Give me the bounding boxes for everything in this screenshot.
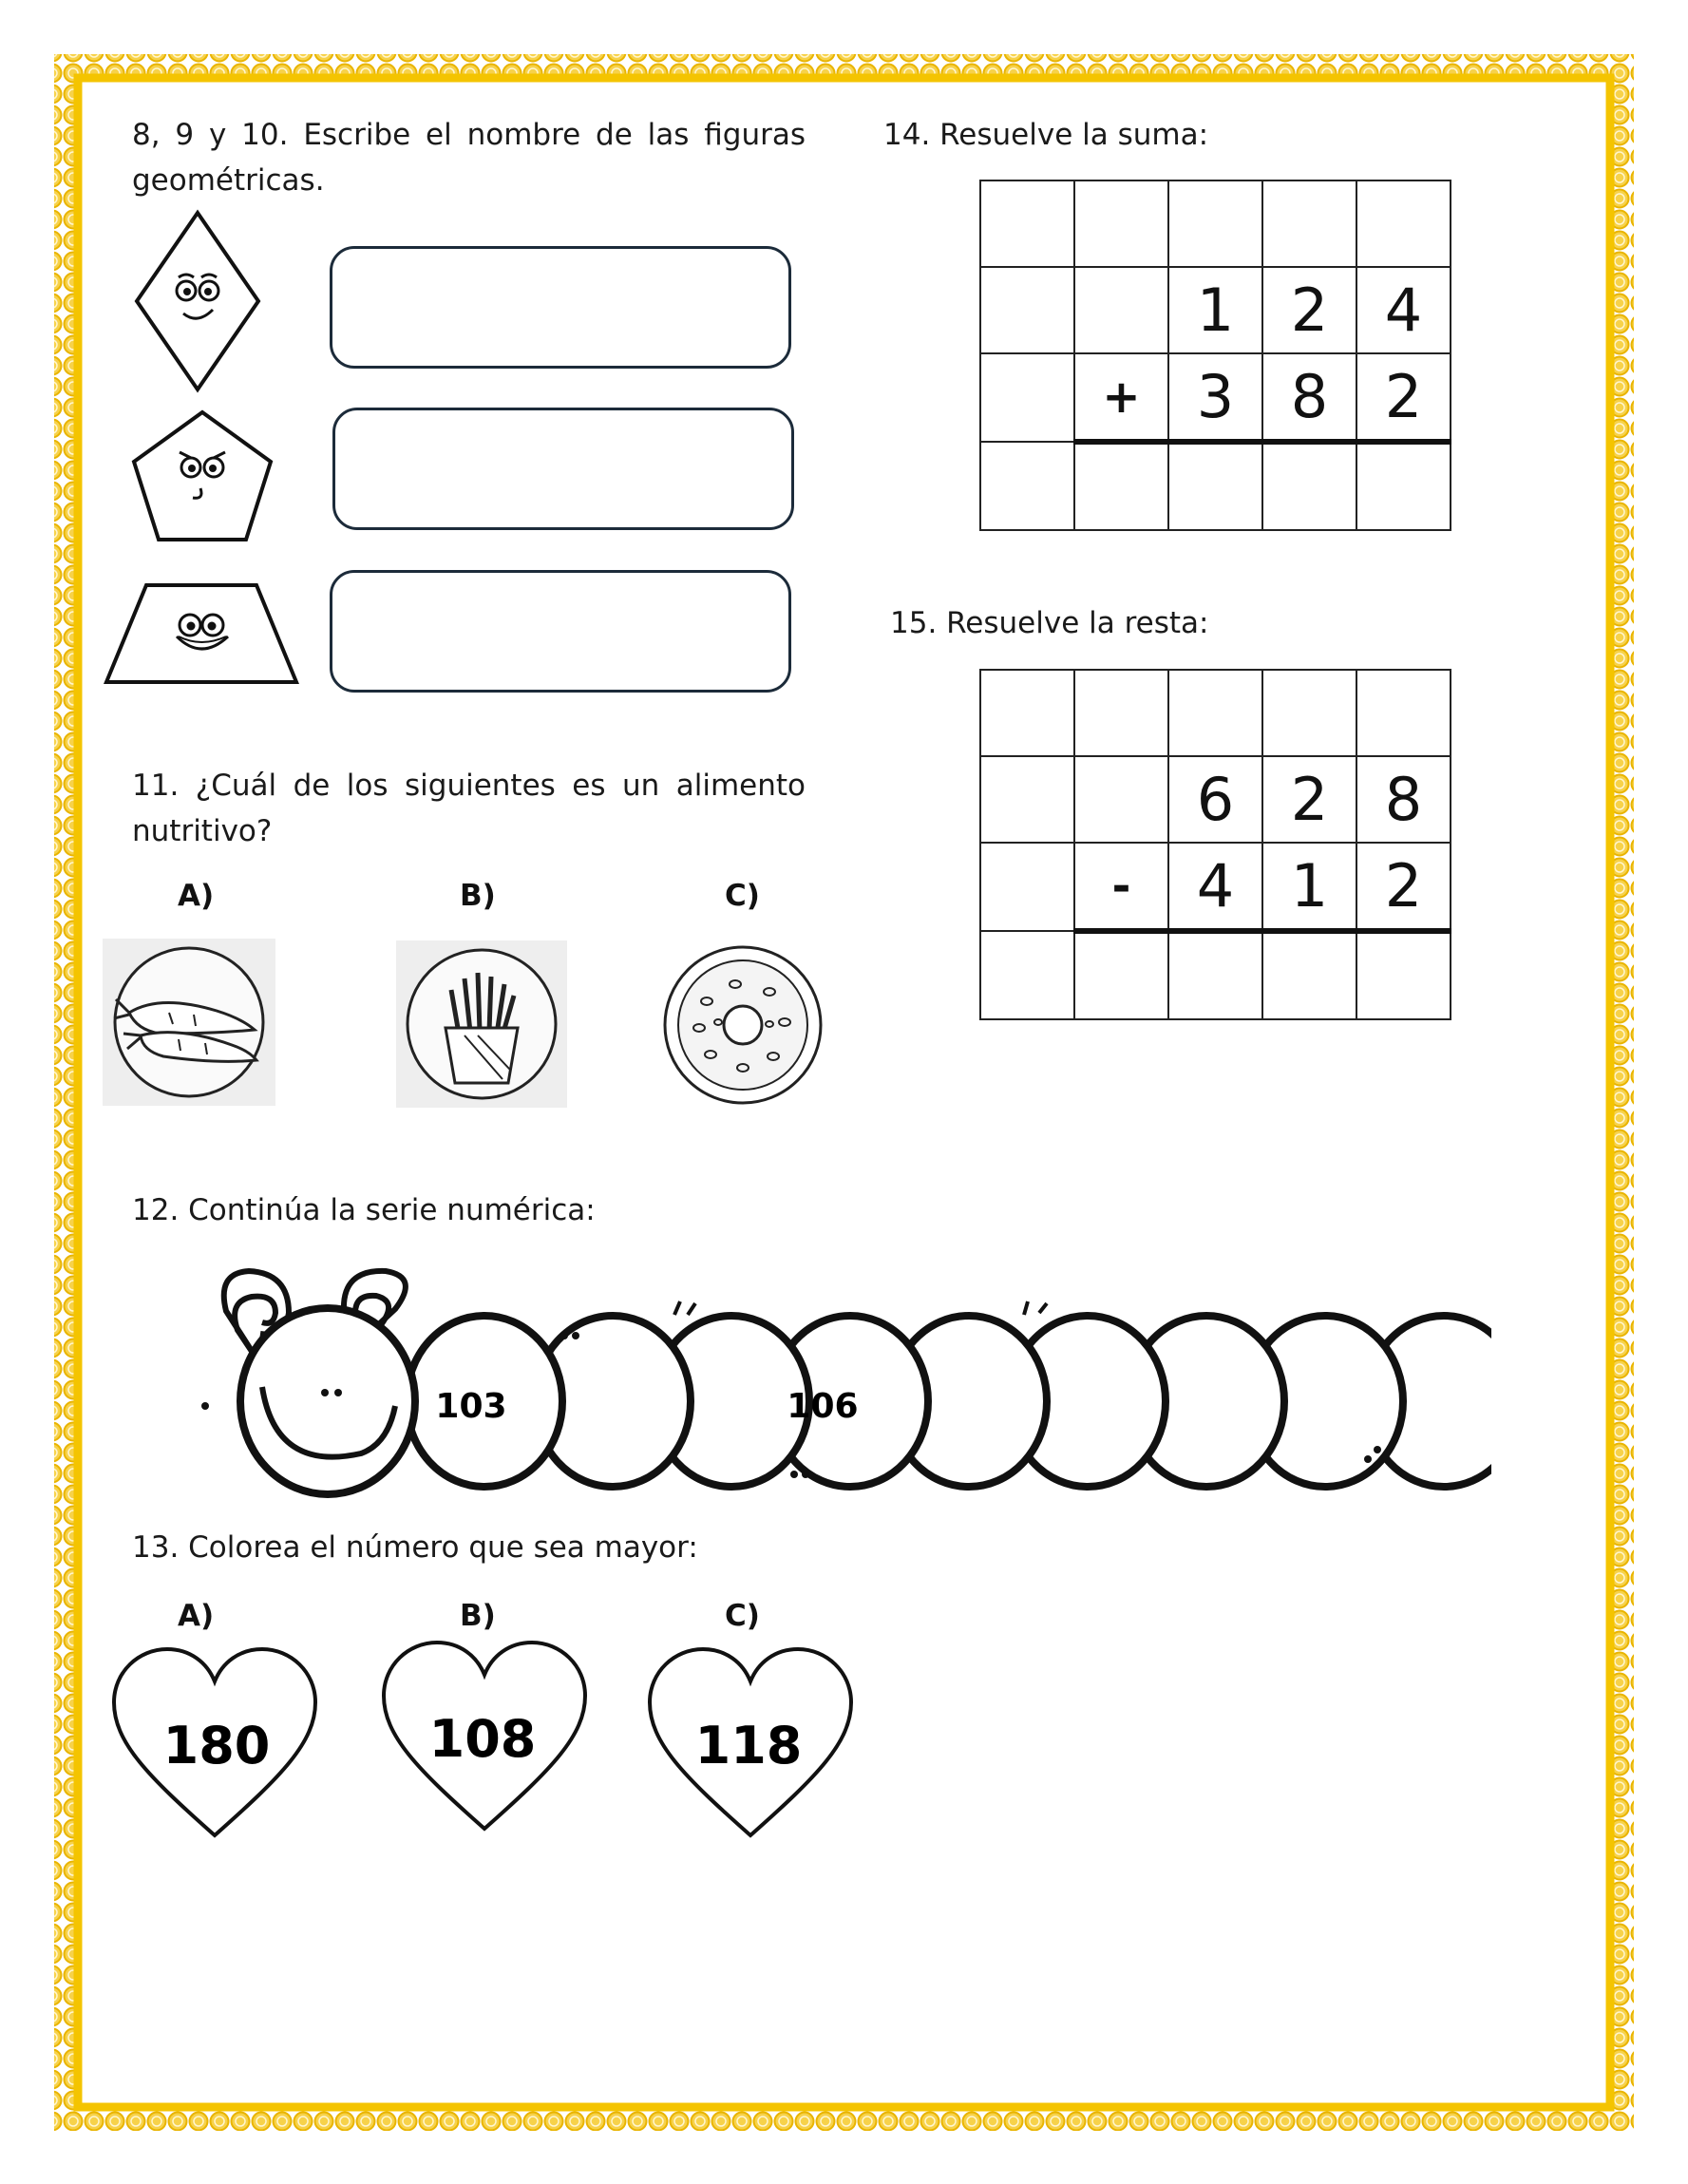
subtraction-grid: [979, 669, 1451, 1020]
heart-number-b: 108: [428, 1709, 537, 1769]
answer-box-1[interactable]: [330, 246, 791, 369]
addition-grid: [979, 180, 1451, 531]
answer-cell[interactable]: [1168, 931, 1262, 1019]
answer-cell[interactable]: [1168, 442, 1262, 530]
option-label-b: B): [460, 879, 496, 913]
option-label-a: A): [178, 879, 215, 913]
answer-cell[interactable]: [1356, 442, 1451, 530]
digit-cell: 8: [1262, 353, 1356, 442]
digit-cell: 4: [1356, 267, 1451, 353]
question-14-title: 14. Resuelve la suma:: [883, 118, 1209, 152]
answer-cell[interactable]: [980, 442, 1074, 530]
grid-cell: [980, 756, 1074, 843]
question-11-title: 11. ¿Cuál de los siguientes es un alimento nutritivo?: [132, 769, 806, 848]
grid-cell[interactable]: [1262, 670, 1356, 756]
answer-cell[interactable]: [1262, 442, 1356, 530]
grid-cell: [980, 843, 1074, 931]
heart-option-a[interactable]: [110, 1643, 319, 1843]
heart-label-b: B): [460, 1599, 496, 1633]
heart-option-b[interactable]: [380, 1637, 589, 1836]
answer-box-2[interactable]: [332, 408, 794, 530]
digit-cell: 8: [1356, 756, 1451, 843]
question-15-title: 15. Resuelve la resta:: [890, 606, 1209, 640]
pentagon-face-icon: [126, 407, 278, 544]
trapezoid-face-icon: [103, 579, 300, 689]
digit-cell: 6: [1168, 756, 1262, 843]
grid-cell[interactable]: [1168, 670, 1262, 756]
answer-box-3[interactable]: [330, 570, 791, 693]
heart-label-c: C): [725, 1599, 760, 1633]
digit-cell: 4: [1168, 843, 1262, 931]
series-number-106: 106: [787, 1387, 859, 1426]
digit-cell: 3: [1168, 353, 1262, 442]
digit-cell: 2: [1262, 267, 1356, 353]
french-fries-icon[interactable]: [396, 940, 567, 1108]
digit-cell: 1: [1168, 267, 1262, 353]
grid-cell: [980, 353, 1074, 442]
grid-cell[interactable]: [1074, 180, 1168, 267]
rhombus-face-icon: [131, 209, 264, 394]
digit-cell: 2: [1262, 756, 1356, 843]
digit-cell: 1: [1262, 843, 1356, 931]
grid-cell: [980, 267, 1074, 353]
grid-cell: [1074, 756, 1168, 843]
minus-sign: -: [1074, 843, 1168, 931]
heart-option-c[interactable]: [646, 1643, 855, 1843]
grid-cell[interactable]: [1074, 670, 1168, 756]
grid-cell[interactable]: [1168, 180, 1262, 267]
digit-cell: 2: [1356, 843, 1451, 931]
grid-cell: [1074, 267, 1168, 353]
grid-cell[interactable]: [1356, 670, 1451, 756]
plus-sign: +: [1074, 353, 1168, 442]
question-8-10-title: 8, 9 y 10. Escribe el nombre de las figuras geométricas.: [132, 118, 806, 198]
heart-number-c: 118: [694, 1716, 803, 1776]
heart-number-a: 180: [162, 1716, 271, 1776]
question-12-title: 12. Continúa la serie numérica:: [132, 1193, 596, 1227]
answer-cell[interactable]: [1074, 931, 1168, 1019]
answer-cell[interactable]: [980, 931, 1074, 1019]
series-number-103: 103: [435, 1387, 507, 1426]
answer-cell[interactable]: [1262, 931, 1356, 1019]
digit-cell: 2: [1356, 353, 1451, 442]
caterpillar-series: [199, 1254, 1491, 1510]
grid-cell[interactable]: [980, 670, 1074, 756]
question-13-title: 13. Colorea el número que sea mayor:: [132, 1530, 698, 1565]
heart-label-a: A): [178, 1599, 215, 1633]
donut-icon[interactable]: [659, 944, 826, 1106]
grid-cell[interactable]: [1356, 180, 1451, 267]
grid-cell[interactable]: [980, 180, 1074, 267]
answer-cell[interactable]: [1356, 931, 1451, 1019]
answer-cell[interactable]: [1074, 442, 1168, 530]
grid-cell[interactable]: [1262, 180, 1356, 267]
carrots-icon[interactable]: [103, 939, 275, 1106]
option-label-c: C): [725, 879, 760, 913]
